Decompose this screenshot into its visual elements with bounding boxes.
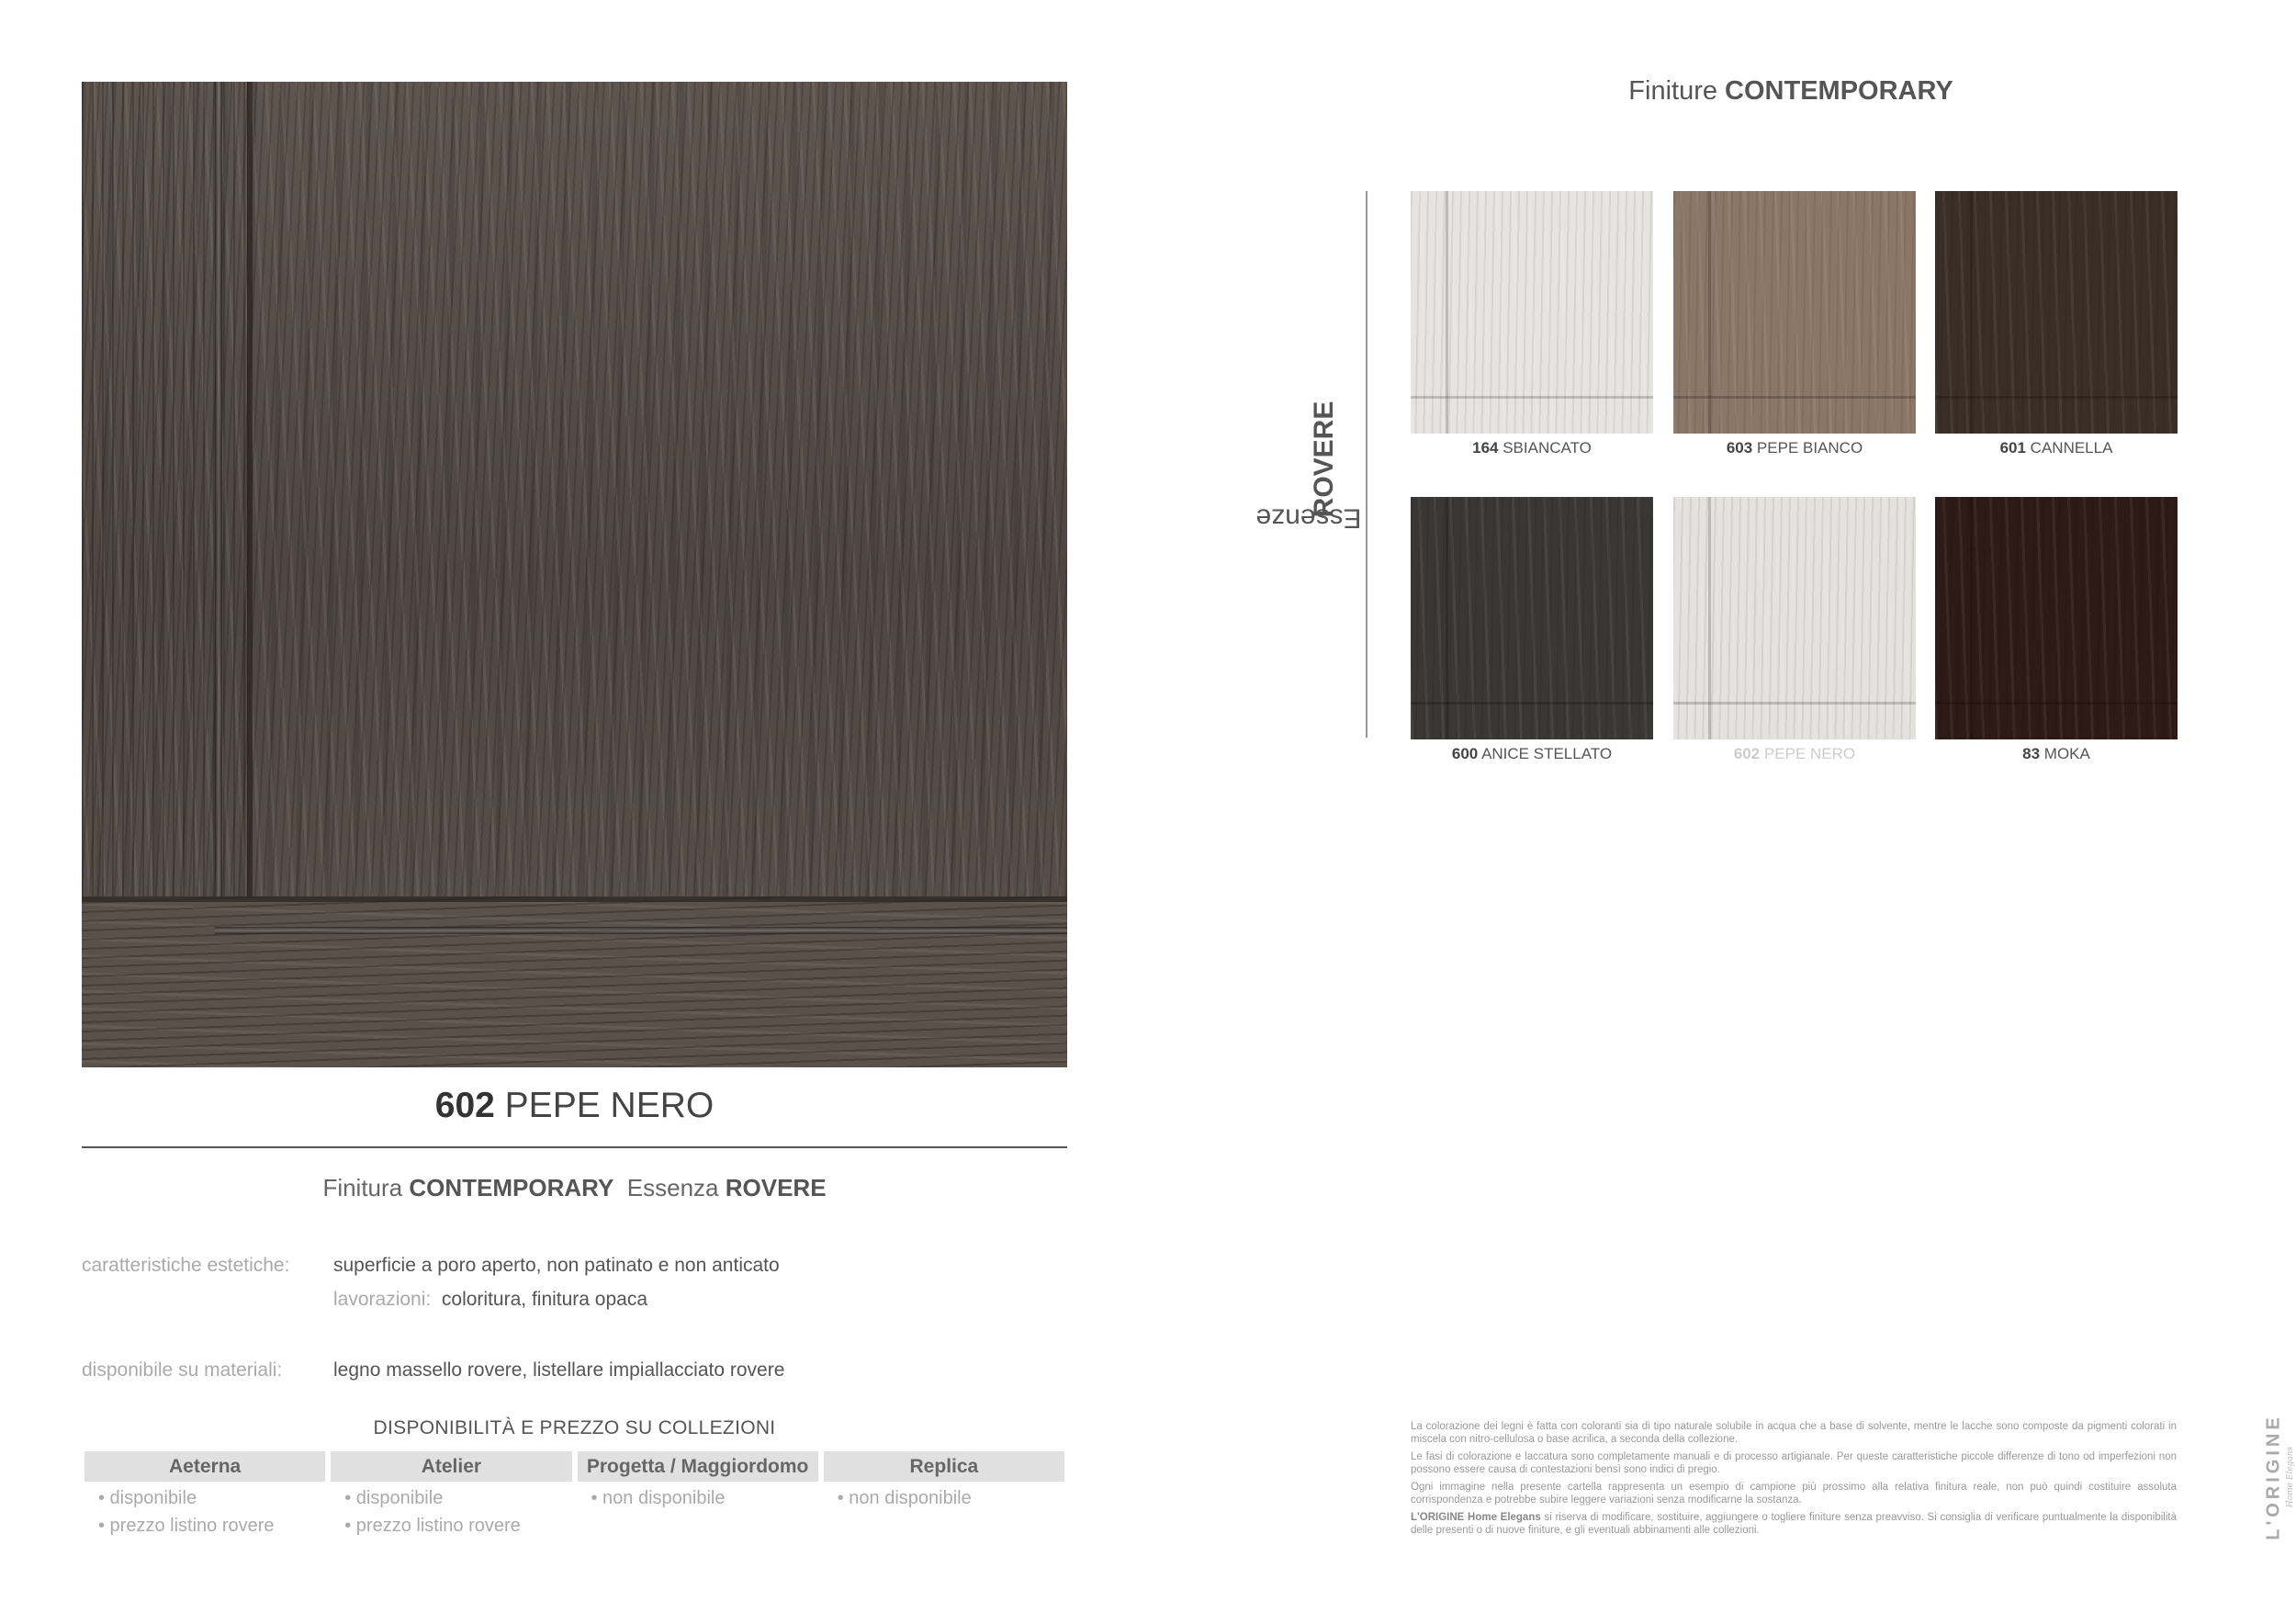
logo-subtext: Home Elegans bbox=[2286, 1446, 2295, 1508]
logo-text: L'ORIGINE bbox=[2263, 1414, 2284, 1540]
collection-column bbox=[821, 1451, 1067, 1537]
door-frame-rail bbox=[82, 897, 1067, 1067]
aesthetic-label: caratteristiche estetiche: bbox=[82, 1255, 290, 1276]
note-brand: L'ORIGINE Home Elegans bbox=[1411, 1512, 1541, 1523]
note-paragraph: Le fasi di colorazione e laccatura sono completamente manuali e di processo artigianale. Per queste caratteristiche piccole differenze di tono od imperfezioni non possono essere causa di contestazioni bensì sono indici di pregio. bbox=[1411, 1451, 2177, 1475]
footer-notes bbox=[1411, 1420, 2177, 1541]
collection-price: • prezzo listino rovere bbox=[98, 1516, 275, 1536]
swatch-frame-rail bbox=[1935, 396, 2178, 434]
collection-availability: • non disponibile bbox=[591, 1488, 726, 1508]
swatch-code: 83 bbox=[2022, 745, 2041, 762]
door-frame-groove-h bbox=[215, 927, 1067, 934]
materials-label: disponibile su materiali: bbox=[82, 1359, 283, 1381]
collection-name: Progetta / Maggiordomo bbox=[578, 1451, 818, 1482]
swatch-frame-rail bbox=[1935, 702, 2178, 739]
swatch-caption bbox=[1411, 439, 1653, 457]
right-page-title bbox=[1414, 76, 2167, 107]
right-title-main: CONTEMPORARY bbox=[1725, 76, 1953, 106]
finish-name: PEPE NERO bbox=[504, 1086, 715, 1125]
finish-swatch[interactable] bbox=[1411, 191, 1653, 434]
swatch-code: 600 bbox=[1451, 745, 1479, 762]
note-paragraph: La colorazione dei legni è fatta con coloranti sia di tipo naturale solubile in acqua che a base di solvente, mentre le lacche sono composte da pigmenti colorati in miscela con nitro-cellulosa o base acrilica, a seconda della collezione. bbox=[1411, 1421, 2177, 1445]
processing-label: lavorazioni: bbox=[333, 1289, 432, 1310]
collection-name: Aeterna bbox=[84, 1451, 325, 1482]
collection-column bbox=[575, 1451, 821, 1537]
right-title-prefix: Finiture bbox=[1628, 76, 1717, 106]
finish-swatch[interactable] bbox=[1411, 497, 1653, 739]
side-divider bbox=[1366, 191, 1367, 738]
collection-availability: • disponibile bbox=[98, 1488, 197, 1508]
collections-table bbox=[82, 1451, 1067, 1537]
finish-swatch[interactable] bbox=[1935, 191, 2178, 434]
note-paragraph: Ogni immagine nella presente cartella rappresenta un esempio di campione più prossimo alla relativa finitura reale, non può quindi costituire assoluta corrispondenza e potrebbe subire leggere variazioni senza modificarne la sostanza. bbox=[1411, 1482, 2177, 1506]
essence-prefix: Essenza bbox=[626, 1174, 719, 1201]
swatch-name: MOKA bbox=[2043, 745, 2090, 762]
collections-heading: DISPONIBILITÀ E PREZZO SU COLLEZIONI bbox=[373, 1417, 776, 1438]
swatch-frame-rail bbox=[1673, 396, 1916, 434]
swatch-frame-rail bbox=[1411, 702, 1653, 739]
processing-row bbox=[333, 1289, 647, 1311]
finish-swatch[interactable] bbox=[1673, 191, 1916, 434]
finish-swatch[interactable] bbox=[1935, 497, 2178, 739]
swatch-frame-rail bbox=[1411, 396, 1653, 434]
title-divider bbox=[82, 1146, 1067, 1148]
swatch-caption bbox=[1411, 745, 1653, 763]
aesthetic-value: superficie a poro aperto, non patinato e non anticato bbox=[333, 1255, 780, 1276]
swatch-frame-rail bbox=[1673, 702, 1916, 739]
collection-availability: • non disponibile bbox=[837, 1488, 972, 1508]
finish-swatch[interactable] bbox=[1673, 497, 1916, 739]
finish-type: CONTEMPORARY bbox=[409, 1174, 614, 1201]
swatch-code: 601 bbox=[1999, 439, 2026, 457]
finish-prefix: Finitura bbox=[322, 1174, 403, 1201]
swatch-name: PEPE BIANCO bbox=[1756, 439, 1863, 457]
finish-subtitle bbox=[82, 1174, 1067, 1202]
collection-name: Replica bbox=[824, 1451, 1064, 1482]
swatch-code: 164 bbox=[1472, 439, 1499, 457]
swatch-name: SBIANCATO bbox=[1503, 439, 1592, 457]
essence-side-main: ROVERE bbox=[1309, 400, 1339, 518]
finish-title bbox=[82, 1086, 1067, 1126]
materials-value: legno massello rovere, listellare impiallacciato rovere bbox=[333, 1359, 785, 1381]
swatch-caption bbox=[1935, 745, 2178, 763]
swatch-code: 602 bbox=[1733, 745, 1761, 762]
finish-code: 602 bbox=[434, 1086, 495, 1125]
swatch-name: CANNELLA bbox=[2030, 439, 2113, 457]
swatch-caption bbox=[1673, 745, 1916, 763]
door-frame-groove bbox=[215, 82, 222, 908]
collection-name: Atelier bbox=[331, 1451, 571, 1482]
collection-column bbox=[328, 1451, 574, 1537]
swatch-name: ANICE STELLATO bbox=[1481, 745, 1613, 762]
swatch-caption bbox=[1935, 439, 2178, 457]
swatch-name: PEPE NERO bbox=[1763, 745, 1856, 762]
note-text: si riserva di modificare, sostituire, aggiungere o togliere finiture senza preavviso. Si consiglia di verificare puntualmente la disponibilità delle presenti o di nuove finiture, e gli eventuali abbinamenti alle collezioni. bbox=[1411, 1512, 2178, 1536]
swatch-caption bbox=[1673, 439, 1916, 457]
note-paragraph bbox=[1411, 1511, 2177, 1537]
processing-value: coloritura, finitura opaca bbox=[441, 1289, 648, 1310]
collection-column bbox=[82, 1451, 328, 1537]
swatch-code: 603 bbox=[1726, 439, 1753, 457]
essence-side-prefix: Essenze bbox=[1255, 502, 1362, 534]
collection-availability: • disponibile bbox=[344, 1488, 444, 1508]
essence-type: ROVERE bbox=[725, 1174, 827, 1201]
collection-price: • prezzo listino rovere bbox=[344, 1516, 521, 1536]
main-finish-swatch bbox=[82, 82, 1067, 1067]
